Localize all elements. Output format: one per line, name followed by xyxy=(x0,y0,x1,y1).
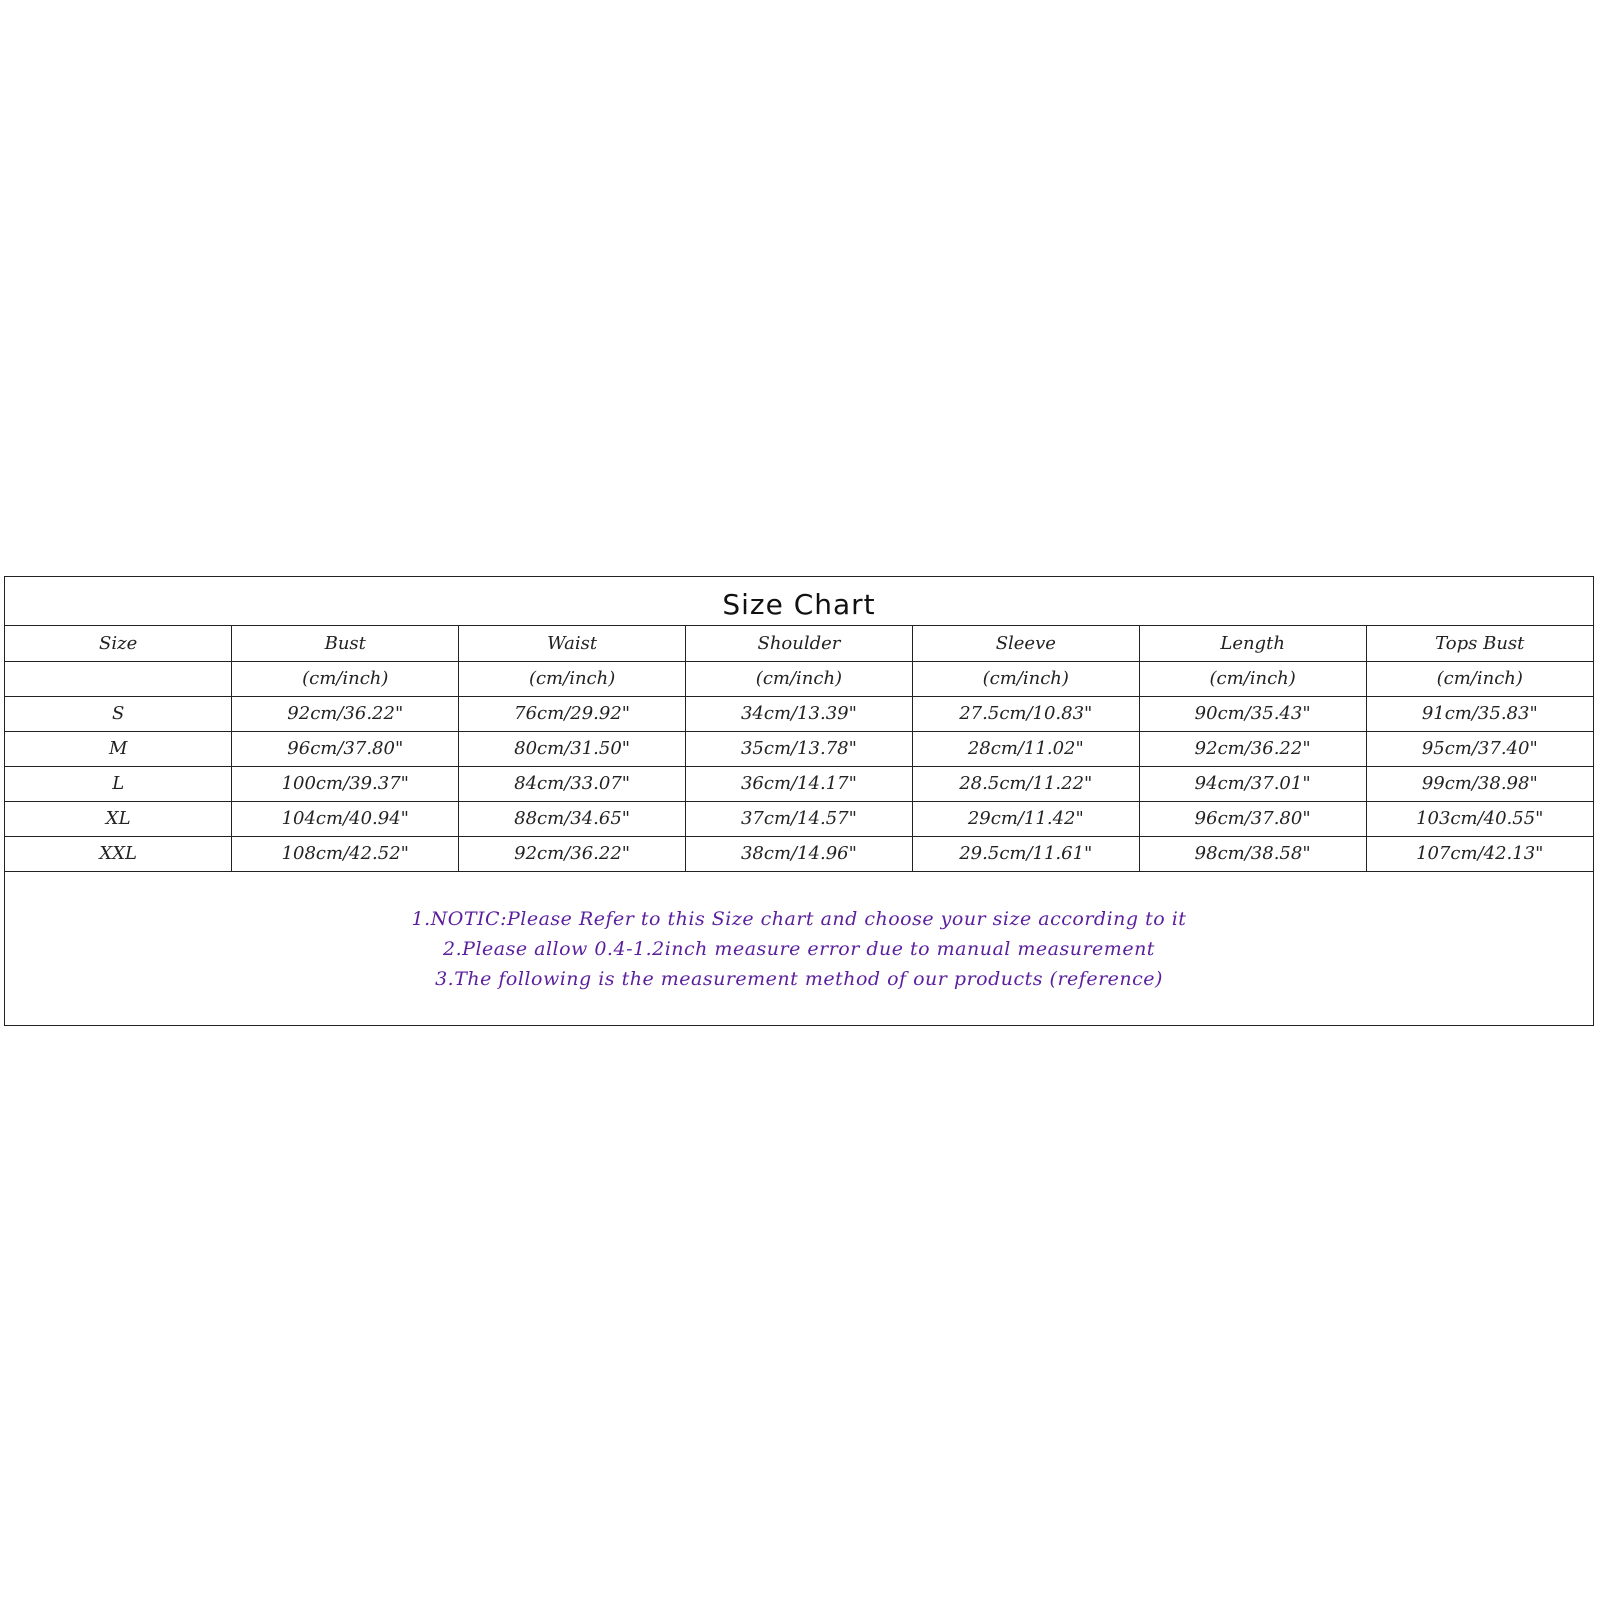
table-row xyxy=(5,696,1593,731)
table-row xyxy=(5,801,1593,836)
table-cell: 37cm/14.57" xyxy=(686,801,913,836)
table-cell: 28.5cm/11.22" xyxy=(912,766,1139,801)
table-cell: 28cm/11.02" xyxy=(912,731,1139,766)
table-cell: 104cm/40.94" xyxy=(232,801,459,836)
header-cell: Tops Bust xyxy=(1366,626,1593,661)
unit-cell: (cm/inch) xyxy=(1366,661,1593,696)
header-cell: Bust xyxy=(232,626,459,661)
table-row xyxy=(5,731,1593,766)
header-cell: Waist xyxy=(459,626,686,661)
table-cell: 35cm/13.78" xyxy=(686,731,913,766)
table-cell: 103cm/40.55" xyxy=(1366,801,1593,836)
header-cell: Length xyxy=(1139,626,1366,661)
table-cell: 29.5cm/11.61" xyxy=(912,836,1139,871)
table-header-row xyxy=(5,626,1593,661)
size-table xyxy=(5,626,1593,872)
header-cell: Size xyxy=(5,626,232,661)
table-row xyxy=(5,836,1593,871)
table-cell: 38cm/14.96" xyxy=(686,836,913,871)
unit-cell: (cm/inch) xyxy=(232,661,459,696)
table-cell: 107cm/42.13" xyxy=(1366,836,1593,871)
table-cell: 36cm/14.17" xyxy=(686,766,913,801)
table-cell: 100cm/39.37" xyxy=(232,766,459,801)
table-cell: 96cm/37.80" xyxy=(1139,801,1366,836)
note-line: 2.Please allow 0.4-1.2inch measure error due to manual measurement xyxy=(443,937,1155,960)
table-cell: 98cm/38.58" xyxy=(1139,836,1366,871)
note-line: 1.NOTIC:Please Refer to this Size chart and choose your size according to it xyxy=(411,907,1187,930)
size-label-cell: S xyxy=(5,696,232,731)
table-cell: 27.5cm/10.83" xyxy=(912,696,1139,731)
table-cell: 108cm/42.52" xyxy=(232,836,459,871)
table-row xyxy=(5,766,1593,801)
size-label-cell: L xyxy=(5,766,232,801)
size-label-cell: M xyxy=(5,731,232,766)
table-cell: 88cm/34.65" xyxy=(459,801,686,836)
note-line: 3.The following is the measurement method of our products (reference) xyxy=(435,967,1163,990)
unit-cell xyxy=(5,661,232,696)
table-cell: 80cm/31.50" xyxy=(459,731,686,766)
table-cell: 99cm/38.98" xyxy=(1366,766,1593,801)
table-cell: 90cm/35.43" xyxy=(1139,696,1366,731)
unit-cell: (cm/inch) xyxy=(912,661,1139,696)
size-chart xyxy=(4,576,1594,1026)
size-label-cell: XXL xyxy=(5,836,232,871)
size-label-cell: XL xyxy=(5,801,232,836)
chart-title: Size Chart xyxy=(5,577,1593,626)
table-cell: 84cm/33.07" xyxy=(459,766,686,801)
table-cell: 92cm/36.22" xyxy=(459,836,686,871)
table-cell: 95cm/37.40" xyxy=(1366,731,1593,766)
table-cell: 91cm/35.83" xyxy=(1366,696,1593,731)
table-cell: 34cm/13.39" xyxy=(686,696,913,731)
notes-section xyxy=(5,872,1593,994)
table-cell: 92cm/36.22" xyxy=(232,696,459,731)
unit-cell: (cm/inch) xyxy=(459,661,686,696)
header-cell: Shoulder xyxy=(686,626,913,661)
header-cell: Sleeve xyxy=(912,626,1139,661)
table-cell: 96cm/37.80" xyxy=(232,731,459,766)
unit-cell: (cm/inch) xyxy=(1139,661,1366,696)
table-cell: 76cm/29.92" xyxy=(459,696,686,731)
table-units-row xyxy=(5,661,1593,696)
table-cell: 92cm/36.22" xyxy=(1139,731,1366,766)
table-cell: 94cm/37.01" xyxy=(1139,766,1366,801)
table-cell: 29cm/11.42" xyxy=(912,801,1139,836)
unit-cell: (cm/inch) xyxy=(686,661,913,696)
